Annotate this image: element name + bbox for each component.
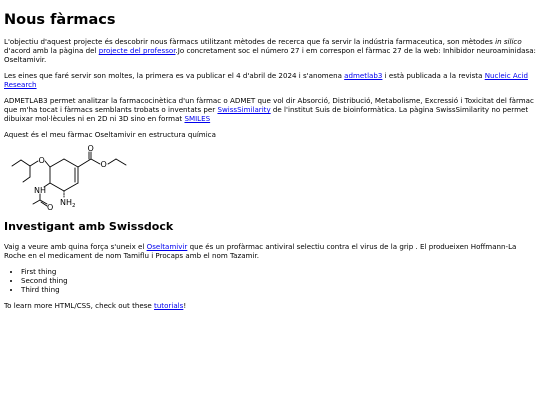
tools-text-2: i està publicada a la revista	[382, 71, 485, 80]
ether-oxygen-label: O	[38, 156, 45, 165]
intro-text-2: d'acord amb la pàgina del	[4, 46, 99, 55]
list-item: • Third thing	[21, 285, 536, 294]
swisssimilarity-link[interactable]: SwissSimilarity	[217, 105, 271, 114]
admet-text-2: de l'institut Suis de bioinformàtica. La pàgina SwissSimilarity no permet dibuixar mol·lècules ni en 2D ni 3D sino en format	[4, 105, 529, 123]
page-title: Nous fàrmacs	[4, 12, 116, 28]
drug-caption: Aquest és el meu fàrmac Oseltamivir en estructura química	[4, 130, 216, 139]
swissdock-paragraph	[4, 242, 536, 260]
swissdock-text-2: que és un profàrmac antiviral selectiu contra el virus de la grip . El produeixen Hoffmann-La Roche en el medicament de nom Tamiflu i Procaps amb el nom Tazamir.	[4, 242, 517, 260]
list-item: • First thing	[21, 267, 536, 276]
intro-emphasis: in silico	[495, 37, 522, 46]
amine-subscript: 2	[72, 203, 76, 209]
oseltamivir-structure-image	[4, 142, 134, 212]
amine-nh2-label	[60, 198, 76, 209]
section-title-swissdock: Investigant amb Swissdock	[4, 220, 174, 233]
nucleic-acid-research-link[interactable]: Nucleic Acid Research	[4, 71, 528, 89]
admet-text-1: ADMETLAB3 permet analitzar la farmacocinètica d'un fàrmac o ADMET que vol dir Absorció, Distribució, Metabolisme, Excressió i Toxicitat del fàrmac que m'ha tocat i fàrmacs semblants trobats o inventats per	[4, 96, 534, 114]
admetlab3-link[interactable]: admetlab3	[344, 71, 383, 80]
tutorials-link[interactable]: tutorials	[154, 301, 184, 310]
intro-text-3: .Jo concretament soc el número 27 i em correspon el fàrmac 27 de la web: Inhibidor neuroaminidasa: Oseltamivir.	[4, 46, 536, 64]
intro-paragraph	[4, 37, 536, 64]
professor-project-link[interactable]: projecte del professor	[98, 46, 176, 55]
learn-more-text: To learn more HTML/CSS, check out these	[4, 301, 155, 310]
ester-carbonyl-oxygen-label: O	[87, 144, 94, 153]
amide-oxygen-label: O	[47, 203, 54, 212]
list-item: • Second thing	[21, 276, 536, 285]
amine-nh-text: NH	[60, 198, 72, 207]
ester-oxygen-label: O	[100, 160, 107, 169]
tools-paragraph	[4, 71, 536, 89]
things-list	[4, 267, 536, 294]
oseltamivir-link[interactable]: Oseltamivir	[146, 242, 188, 251]
admet-paragraph	[4, 96, 536, 123]
learn-more-end: !	[183, 301, 187, 310]
swissdock-text-1: Vaig a veure amb quina força s'uneix el	[4, 242, 147, 251]
tools-text-1: Les eines que faré servir son moltes, la primera es va publicar el 4 d'abril de 2024 i s'anomena	[4, 71, 345, 80]
intro-text-1: L'objectiu d'aquest projecte és descobrir nous fàrmacs utilitzant mètodes de recerca que fa servir la indústria farmaceutica, son mètodes	[4, 37, 496, 46]
amide-nh-label: NH	[34, 186, 46, 195]
smiles-link[interactable]: SMILES	[184, 114, 211, 123]
learn-more-paragraph	[4, 301, 536, 310]
